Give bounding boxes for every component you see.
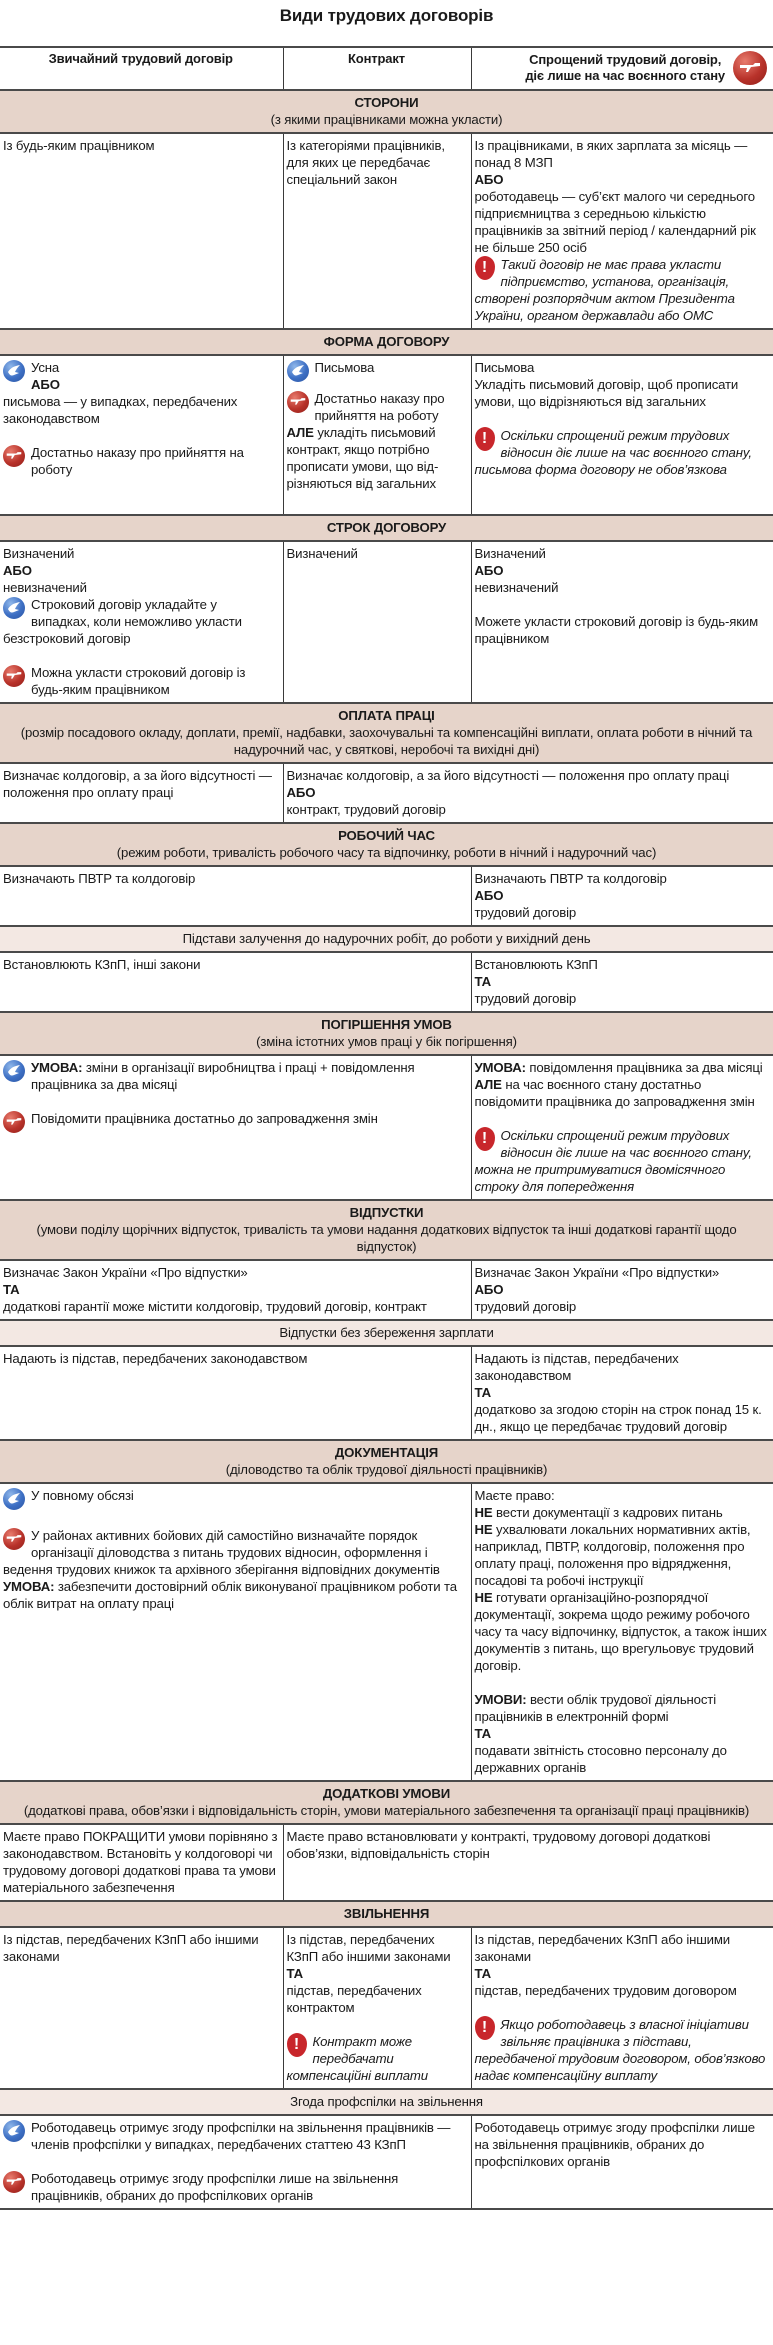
text: Із підстав, передбачених КЗпП або іншими законами — [286, 1932, 451, 1964]
not-label: НЕ — [474, 1590, 493, 1605]
text: забезпечити достовірний облік виконуваної працівником роботи та облік витрат на оплату праці — [3, 1579, 457, 1611]
dove-icon — [3, 1488, 25, 1510]
column-header-simplified — [471, 47, 773, 90]
table-row — [0, 1824, 773, 1901]
text: Маєте право: — [474, 1488, 555, 1503]
text: повідомлення працівника за два місяці — [529, 1060, 763, 1075]
column-header-simplified-line2: діє лише на час воєнного стану — [525, 68, 725, 83]
text: Із працівниками, в яких зарплата за місяць — понад 8 МЗП — [474, 138, 748, 170]
cell-simplified — [471, 1346, 773, 1440]
and-label: ТА — [474, 974, 491, 989]
section-worsening-conditions — [0, 1012, 773, 1055]
text: Визначає Закон України «Про відпустки» — [474, 1265, 720, 1280]
table-row — [0, 355, 773, 515]
text: Достатньо наказу про прийняття на роботу — [31, 445, 244, 477]
text: Укладіть письмовий договір, щоб прописати умови, що відрізняються від загальних — [474, 377, 739, 409]
table-row — [0, 541, 773, 703]
or-label: АБО — [286, 785, 316, 800]
section-pay — [0, 703, 773, 763]
section-working-time — [0, 823, 773, 866]
text: невизначений — [474, 580, 559, 595]
text: підстав, передбачених трудовим договором — [474, 1983, 737, 1998]
subsection-union-consent — [0, 2089, 773, 2115]
section-title: СТОРОНИ — [354, 95, 419, 110]
or-label: АБО — [31, 377, 60, 392]
text: Достатньо наказу про прийняття на роботу — [314, 391, 445, 423]
section-title: ВІДПУСТКИ — [349, 1205, 424, 1220]
text: додатково за згодою сторін на строк понад 15 к. дн., якщо це передбачає трудовий договір — [474, 1402, 762, 1434]
cell-simplified — [471, 866, 773, 926]
rifle-icon — [3, 665, 25, 687]
or-label: АБО — [474, 563, 504, 578]
section-title: ЗВІЛЬНЕННЯ — [343, 1906, 430, 1921]
rifle-icon — [733, 51, 767, 85]
condition-label: УМОВА: — [3, 1579, 55, 1594]
or-label: АБО — [3, 563, 32, 578]
text: У районах активних бойових дій самостійно визначайте порядок організації діловодства з питань трудових відносин, оформлення і ведення трудових книжок та архівного зберігання відповідних документів — [3, 1528, 440, 1577]
section-parties — [0, 90, 773, 133]
section-title: ОПЛАТА ПРАЦІ — [338, 708, 435, 723]
and-label: ТА — [3, 1282, 20, 1297]
but-label: АЛЕ — [286, 425, 314, 440]
text: на час воєнного стану достатньо повідомити працівника до запровадження змін — [474, 1077, 755, 1109]
or-label: АБО — [474, 1282, 504, 1297]
text: Можете укласти строковий договір із будь-яким працівником — [474, 614, 759, 646]
text: Роботодавець отримує згоду профспілки на звільнення працівників — членів профспілки у випадках, передбачених статтею 43 КЗпП — [31, 2120, 451, 2152]
text: Роботодавець отримує згоду профспілки лише на звільнення працівників, обраних до профспілкових органів — [31, 2171, 399, 2203]
text: письмова — у випадках, передбачених законодавством — [3, 394, 238, 426]
cell-contract-simplified: Маєте право встановлювати у контракті, трудовому договорі додаткові обов’язки, відповідальність сторін — [283, 1824, 773, 1901]
section-title: ДОКУМЕНТАЦІЯ — [334, 1445, 439, 1460]
rifle-icon — [3, 1111, 25, 1133]
and-label: ТА — [474, 1385, 491, 1400]
rifle-icon — [287, 391, 309, 413]
subsection-overtime — [0, 926, 773, 952]
text: невизначений — [3, 580, 87, 595]
text: Можна укласти строковий договір із будь-яким працівником — [31, 665, 246, 697]
text: Встановлюють КЗпП — [474, 957, 598, 972]
column-header-row — [0, 47, 773, 90]
text: ухвалювати локальних нормативних актів, наприклад, ПВТР, колдоговір, положення про оплату праці, положення про відрядження, посадові та робочі інструкції — [474, 1522, 751, 1588]
table-row — [0, 1346, 773, 1440]
text: укладіть письмовий контракт, якщо потрібно прописати умови, що від-різняються від загальних — [286, 425, 439, 491]
table-row — [0, 1055, 773, 1200]
text: вести документації з кадрових питань — [496, 1505, 723, 1520]
exclamation-icon: ! — [287, 2033, 307, 2057]
text: додаткові гарантії може містити колдоговір, трудовий договір, контракт — [3, 1299, 427, 1314]
text: Із підстав, передбачених КЗпП або іншими законами — [474, 1932, 731, 1964]
but-label: АЛЕ — [474, 1077, 502, 1092]
rifle-icon — [3, 445, 25, 467]
page-title: Види трудових договорів — [279, 6, 494, 25]
not-label: НЕ — [474, 1505, 493, 1520]
table-row — [0, 866, 773, 926]
and-label: ТА — [286, 1966, 303, 1981]
cell-regular-contract: Визначають ПВТР та колдоговір — [0, 866, 471, 926]
cell-regular-contract — [0, 1055, 471, 1200]
condition-label: УМОВА: — [474, 1060, 526, 1075]
text: зміни в організації виробництва і праці + повідомлення працівника за два місяці — [31, 1060, 415, 1092]
text: Визначає Закон України «Про відпустки» — [3, 1265, 248, 1280]
section-documentation — [0, 1440, 773, 1483]
table-row — [0, 952, 773, 1012]
section-title: РОБОЧИЙ ЧАС — [338, 828, 435, 843]
column-header-regular: Звичайний трудовий договір — [0, 47, 283, 90]
rifle-icon — [3, 1528, 25, 1550]
text: Строковий договір укладайте у випадках, коли неможливо укласти безстроковий договір — [3, 597, 242, 646]
warning-note: Контракт може передбачати компенсаційні виплати — [286, 2034, 428, 2083]
table-row — [0, 763, 773, 823]
text: вести облік трудової діяльності працівників в електронній формі — [474, 1692, 716, 1724]
cell-regular: Із підстав, передбачених КЗпП або іншими законами — [0, 1927, 283, 2089]
text: Визначений — [3, 546, 75, 561]
cell-regular-contract: Встановлюють КЗпП, інші закони — [0, 952, 471, 1012]
cell-regular: Маєте право ПОКРАЩИТИ умови порівняно з законодавством. Встановіть у колдоговорі чи трудовому договорі додаткові права та умови матеріального забезпечення — [0, 1824, 283, 1901]
rifle-icon — [3, 2171, 25, 2193]
cell-contract: Визначений — [283, 541, 471, 703]
or-label: АБО — [474, 172, 504, 187]
section-contract-form — [0, 329, 773, 355]
text: роботодавець — суб’єкт малого чи середнього підприємництва з середньою кількістю працівників за звітний період / календарний рік не більше 250 осіб — [474, 189, 756, 255]
condition-label: УМОВИ: — [474, 1692, 527, 1707]
cell-contract-simplified — [283, 763, 773, 823]
text: трудовий договір — [474, 905, 577, 920]
exclamation-icon: ! — [475, 256, 495, 280]
subsection-title: Відпустки без збереження зарплати — [0, 1320, 773, 1346]
warning-note: Такий договір не має права укласти підприємство, установа, організація, створені розпорядчим актом Президента України, органом державлади або ОМС — [474, 257, 735, 323]
text: Письмова — [474, 360, 535, 375]
cell-simplified — [471, 1055, 773, 1200]
table-row — [0, 1483, 773, 1781]
cell-regular — [0, 541, 283, 703]
section-title: ДОДАТКОВІ УМОВИ — [322, 1786, 451, 1801]
dove-icon — [3, 1060, 25, 1082]
text: У повному обсязі — [31, 1488, 134, 1503]
section-subtitle: (додаткові права, обов’язки і відповідальність сторін, умови матеріального забезпечення та організації праці працівників) — [23, 1803, 750, 1818]
text: підстав, передбачених контрактом — [286, 1983, 422, 2015]
column-header-contract: Контракт — [283, 47, 471, 90]
cell-simplified — [471, 1260, 773, 1320]
section-subtitle: (зміна істотних умов праці у бік погіршення) — [256, 1034, 517, 1049]
subsection-title: Згода профспілки на звільнення — [0, 2089, 773, 2115]
section-subtitle: (умови поділу щорічних відпусток, тривалість та умови надання додаткових відпусток та інші додаткові гарантії щодо відпусток) — [36, 1222, 737, 1254]
cell-simplified — [471, 1483, 773, 1781]
subsection-unpaid-leave — [0, 1320, 773, 1346]
section-subtitle: (діловодство та облік трудової діяльності працівників) — [225, 1462, 548, 1477]
cell-regular: Визначає колдоговір, а за його відсутності — положення про оплату праці — [0, 763, 283, 823]
cell-contract: Із категоріями працівників, для яких це передбачає спеціальний закон — [283, 133, 471, 329]
warning-note: Якщо роботодавець з власної ініціативи звільняє працівника з підстави, передбаченої трудовим договором, обов’язково надає компенсаційну виплату — [474, 2017, 766, 2083]
cell-regular-contract — [0, 1483, 471, 1781]
cell-contract — [283, 1927, 471, 2089]
cell-simplified — [471, 133, 773, 329]
cell-regular: Із будь-яким працівником — [0, 133, 283, 329]
section-subtitle: (з якими працівниками можна укласти) — [270, 112, 503, 127]
cell-contract — [283, 355, 471, 515]
dove-icon — [3, 597, 25, 619]
text: контракт, трудовий договір — [286, 802, 446, 817]
table-row — [0, 2115, 773, 2209]
table-row — [0, 133, 773, 329]
warning-note: Оскільки спрощений режим трудових відносин діє лише на час воєнного стану, можна не притримуватися двомісячного строку для попередження — [474, 1128, 752, 1194]
dove-icon — [3, 2120, 25, 2142]
dove-icon — [3, 360, 25, 382]
text: готувати організаційно-розпорядчої документації, зокрема щодо режиму робочого часу та часу відпочинку, відпусток, а також інших документів з питань, що врегульовує трудовий договір. — [474, 1590, 767, 1673]
table-row — [0, 1260, 773, 1320]
subsection-title: Підстави залучення до надурочних робіт, до роботи у вихідний день — [0, 926, 773, 952]
warning-note: Оскільки спрощений режим трудових відносин діє лише на час воєнного стану, письмова форма договору не обов’язкова — [474, 428, 752, 477]
section-subtitle: (розмір посадового окладу, доплати, премії, надбавки, заохочувальні та компенсаційні виплати, оплата роботи в нічний та надурочний час, у святкові, неробочі та вихідні дні) — [20, 725, 753, 757]
column-header-simplified-line1: Спрощений трудовий договір, — [529, 52, 722, 67]
cell-simplified — [471, 541, 773, 703]
cell-regular-contract — [0, 2115, 471, 2209]
text: Визначений — [474, 546, 546, 561]
cell-regular-contract — [0, 1260, 471, 1320]
cell-simplified — [471, 355, 773, 515]
text: Письмова — [314, 360, 375, 375]
and-label: ТА — [474, 1966, 491, 1981]
text: Визначає колдоговір, а за його відсутності — положення про оплату праці — [286, 768, 730, 783]
cell-regular — [0, 355, 283, 515]
condition-label: УМОВА: — [31, 1060, 83, 1075]
section-subtitle: (режим роботи, тривалість робочого часу та відпочинку, роботи в нічний і надурочний час) — [116, 845, 657, 860]
table-row — [0, 1927, 773, 2089]
text: Визначають ПВТР та колдоговір — [474, 871, 667, 886]
text: подавати звітність стосовно персоналу до державних органів — [474, 1743, 727, 1775]
section-vacations — [0, 1200, 773, 1260]
section-dismissal — [0, 1901, 773, 1927]
text: трудовий договір — [474, 1299, 577, 1314]
or-label: АБО — [474, 888, 504, 903]
cell-regular-contract: Надають із підстав, передбачених законодавством — [0, 1346, 471, 1440]
section-contract-term — [0, 515, 773, 541]
text: Повідомити працівника достатньо до запровадження змін — [31, 1111, 378, 1126]
cell-simplified: Роботодавець отримує згоду профспілки лише на звільнення працівників, обраних до профспілкових органів — [471, 2115, 773, 2209]
section-additional-conditions — [0, 1781, 773, 1824]
dove-icon — [287, 360, 309, 382]
text: Усна — [31, 360, 60, 375]
and-label: ТА — [474, 1726, 491, 1741]
section-title: ФОРМА ДОГОВОРУ — [323, 334, 450, 349]
section-title: СТРОК ДОГОВОРУ — [326, 520, 447, 535]
text: Надають із підстав, передбачених законодавством — [474, 1351, 679, 1383]
cell-simplified — [471, 952, 773, 1012]
section-title: ПОГІРШЕННЯ УМОВ — [321, 1017, 452, 1032]
exclamation-icon: ! — [475, 2016, 495, 2040]
exclamation-icon: ! — [475, 1127, 495, 1151]
cell-simplified — [471, 1927, 773, 2089]
not-label: НЕ — [474, 1522, 493, 1537]
contracts-comparison-table — [0, 46, 773, 2210]
text: трудовий договір — [474, 991, 577, 1006]
exclamation-icon: ! — [475, 427, 495, 451]
